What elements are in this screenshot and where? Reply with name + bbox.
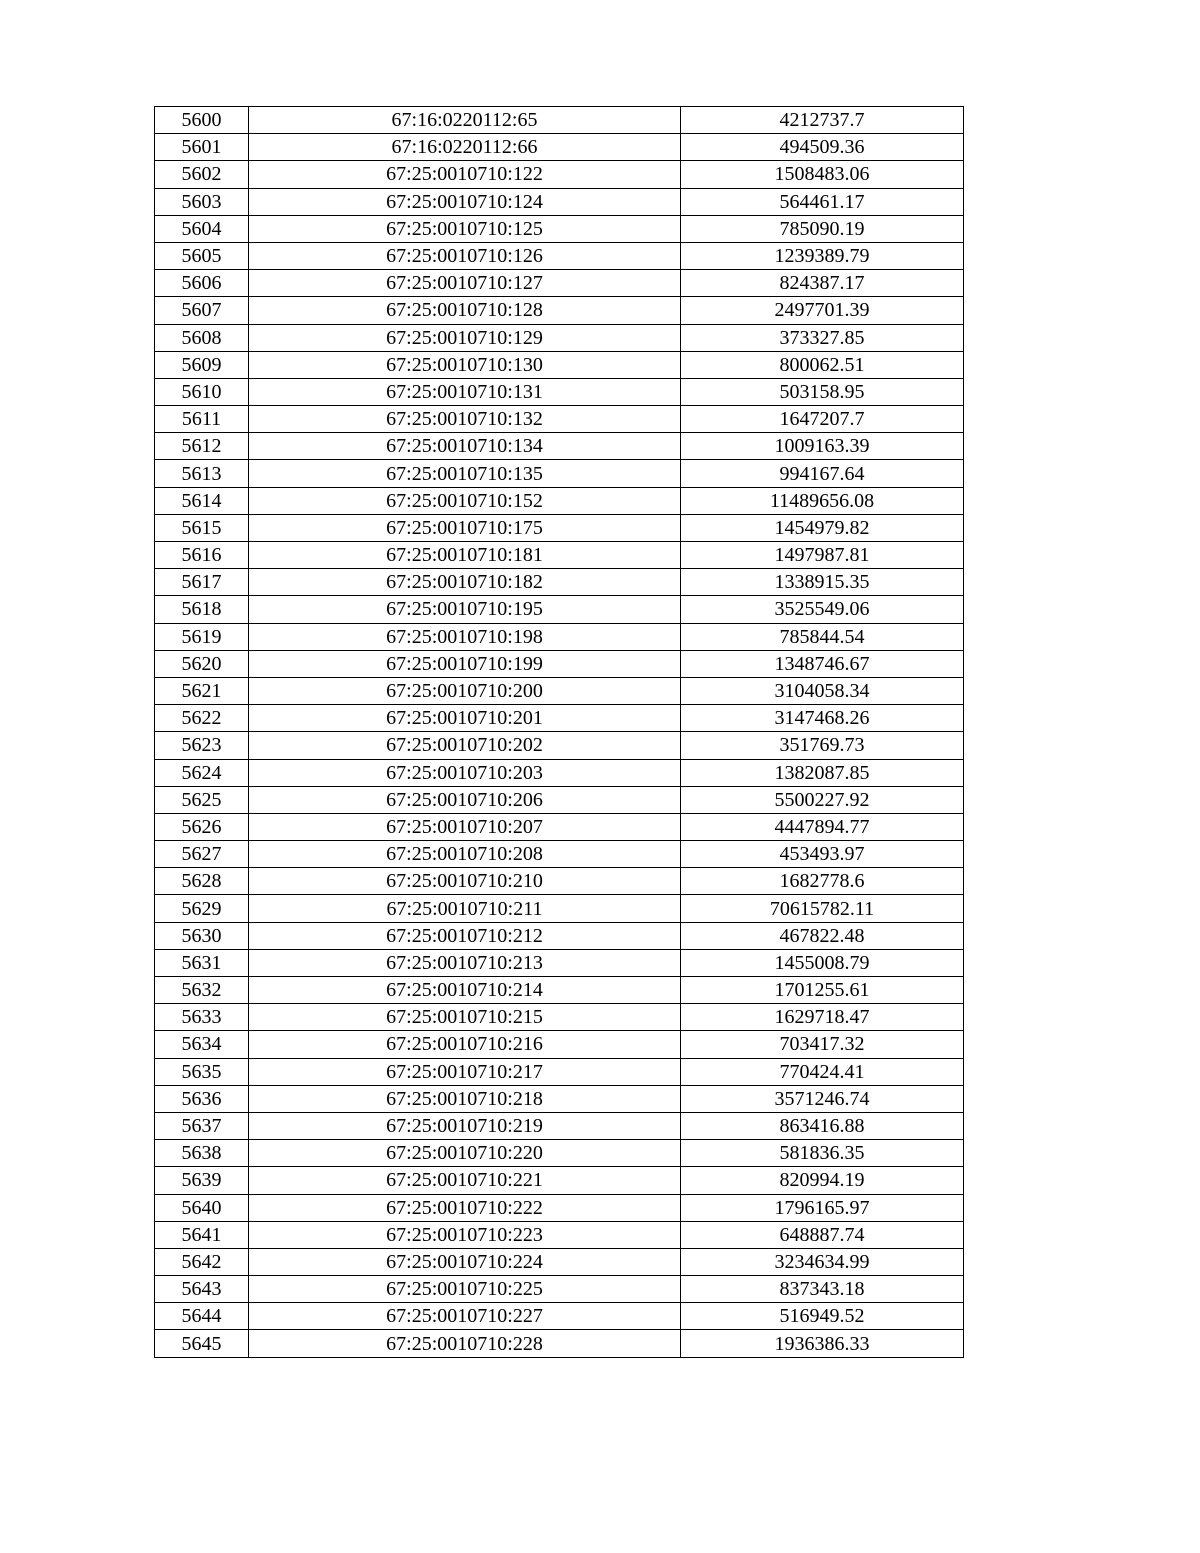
cadastral-value-cell: 4212737.7 <box>681 107 964 134</box>
cadastral-number-cell: 67:25:0010710:213 <box>249 949 681 976</box>
table-row <box>155 922 964 949</box>
table-row <box>155 596 964 623</box>
cadastral-value-cell: 1239389.79 <box>681 242 964 269</box>
row-number-cell: 5628 <box>155 868 249 895</box>
cadastral-number-cell: 67:25:0010710:131 <box>249 378 681 405</box>
table-row <box>155 759 964 786</box>
cadastral-number-cell: 67:25:0010710:199 <box>249 650 681 677</box>
table-row <box>155 378 964 405</box>
cadastral-value-cell: 1629718.47 <box>681 1004 964 1031</box>
cadastral-number-cell: 67:25:0010710:128 <box>249 297 681 324</box>
row-number-cell: 5622 <box>155 705 249 732</box>
row-number-cell: 5630 <box>155 922 249 949</box>
table-row <box>155 1167 964 1194</box>
table-row <box>155 623 964 650</box>
cadastral-number-cell: 67:25:0010710:201 <box>249 705 681 732</box>
cadastral-value-cell: 564461.17 <box>681 188 964 215</box>
cadastral-number-cell: 67:25:0010710:212 <box>249 922 681 949</box>
cadastral-number-cell: 67:25:0010710:221 <box>249 1167 681 1194</box>
cadastral-value-cell: 503158.95 <box>681 378 964 405</box>
table-row <box>155 297 964 324</box>
table-row <box>155 732 964 759</box>
row-number-cell: 5615 <box>155 514 249 541</box>
table-row <box>155 487 964 514</box>
table-row <box>155 215 964 242</box>
cadastral-value-cell: 1508483.06 <box>681 161 964 188</box>
cadastral-value-cell: 785090.19 <box>681 215 964 242</box>
cadastral-value-cell: 581836.35 <box>681 1140 964 1167</box>
cadastral-value-cell: 5500227.92 <box>681 786 964 813</box>
cadastral-number-cell: 67:25:0010710:125 <box>249 215 681 242</box>
table-row <box>155 569 964 596</box>
cadastral-number-cell: 67:25:0010710:228 <box>249 1330 681 1357</box>
cadastral-number-cell: 67:25:0010710:181 <box>249 542 681 569</box>
cadastral-value-cell: 824387.17 <box>681 270 964 297</box>
table-row <box>155 1248 964 1275</box>
cadastral-number-cell: 67:25:0010710:127 <box>249 270 681 297</box>
cadastral-value-cell: 2497701.39 <box>681 297 964 324</box>
cadastral-value-cell: 1497987.81 <box>681 542 964 569</box>
row-number-cell: 5632 <box>155 977 249 1004</box>
row-number-cell: 5621 <box>155 677 249 704</box>
cadastral-number-cell: 67:25:0010710:217 <box>249 1058 681 1085</box>
cadastral-value-cell: 70615782.11 <box>681 895 964 922</box>
row-number-cell: 5603 <box>155 188 249 215</box>
table-row <box>155 270 964 297</box>
table-row <box>155 895 964 922</box>
row-number-cell: 5633 <box>155 1004 249 1031</box>
row-number-cell: 5611 <box>155 406 249 433</box>
table-row <box>155 868 964 895</box>
row-number-cell: 5604 <box>155 215 249 242</box>
cadastral-number-cell: 67:25:0010710:126 <box>249 242 681 269</box>
table-row <box>155 1085 964 1112</box>
table-row <box>155 1112 964 1139</box>
cadastral-number-cell: 67:25:0010710:215 <box>249 1004 681 1031</box>
table-row <box>155 949 964 976</box>
row-number-cell: 5634 <box>155 1031 249 1058</box>
cadastral-value-cell: 1647207.7 <box>681 406 964 433</box>
table-row <box>155 406 964 433</box>
table-row <box>155 813 964 840</box>
cadastral-number-cell: 67:25:0010710:222 <box>249 1194 681 1221</box>
table-row <box>155 650 964 677</box>
cadastral-value-cell: 648887.74 <box>681 1221 964 1248</box>
cadastral-number-cell: 67:25:0010710:152 <box>249 487 681 514</box>
cadastral-value-cell: 516949.52 <box>681 1303 964 1330</box>
cadastral-value-cell: 1455008.79 <box>681 949 964 976</box>
row-number-cell: 5614 <box>155 487 249 514</box>
table-row <box>155 134 964 161</box>
row-number-cell: 5641 <box>155 1221 249 1248</box>
cadastral-value-cell: 373327.85 <box>681 324 964 351</box>
cadastral-number-cell: 67:25:0010710:132 <box>249 406 681 433</box>
row-number-cell: 5625 <box>155 786 249 813</box>
row-number-cell: 5620 <box>155 650 249 677</box>
cadastral-number-cell: 67:25:0010710:214 <box>249 977 681 1004</box>
cadastral-value-cell: 994167.64 <box>681 460 964 487</box>
table-row <box>155 677 964 704</box>
row-number-cell: 5602 <box>155 161 249 188</box>
row-number-cell: 5631 <box>155 949 249 976</box>
cadastral-value-cell: 1682778.6 <box>681 868 964 895</box>
table-row <box>155 433 964 460</box>
cadastral-value-cell: 453493.97 <box>681 841 964 868</box>
cadastral-number-cell: 67:25:0010710:134 <box>249 433 681 460</box>
cadastral-number-cell: 67:25:0010710:175 <box>249 514 681 541</box>
row-number-cell: 5635 <box>155 1058 249 1085</box>
cadastral-value-cell: 3571246.74 <box>681 1085 964 1112</box>
cadastral-value-cell: 785844.54 <box>681 623 964 650</box>
row-number-cell: 5619 <box>155 623 249 650</box>
cadastral-number-cell: 67:25:0010710:130 <box>249 351 681 378</box>
row-number-cell: 5626 <box>155 813 249 840</box>
row-number-cell: 5601 <box>155 134 249 161</box>
cadastral-number-cell: 67:25:0010710:223 <box>249 1221 681 1248</box>
table-row <box>155 786 964 813</box>
cadastral-number-cell: 67:16:0220112:65 <box>249 107 681 134</box>
cadastral-value-cell: 1454979.82 <box>681 514 964 541</box>
cadastral-number-cell: 67:25:0010710:219 <box>249 1112 681 1139</box>
cadastral-value-cell: 4447894.77 <box>681 813 964 840</box>
row-number-cell: 5613 <box>155 460 249 487</box>
table-row <box>155 705 964 732</box>
row-number-cell: 5639 <box>155 1167 249 1194</box>
table-row <box>155 1330 964 1357</box>
cadastral-value-cell: 11489656.08 <box>681 487 964 514</box>
row-number-cell: 5608 <box>155 324 249 351</box>
cadastral-number-cell: 67:25:0010710:182 <box>249 569 681 596</box>
cadastral-value-cell: 837343.18 <box>681 1276 964 1303</box>
cadastral-number-cell: 67:25:0010710:220 <box>249 1140 681 1167</box>
row-number-cell: 5607 <box>155 297 249 324</box>
cadastral-value-cell: 3525549.06 <box>681 596 964 623</box>
row-number-cell: 5627 <box>155 841 249 868</box>
table-row <box>155 1140 964 1167</box>
cadastral-number-cell: 67:25:0010710:227 <box>249 1303 681 1330</box>
cadastral-value-cell: 467822.48 <box>681 922 964 949</box>
table-row <box>155 242 964 269</box>
table-row <box>155 977 964 1004</box>
cadastral-value-cell: 703417.32 <box>681 1031 964 1058</box>
cadastral-value-cell: 863416.88 <box>681 1112 964 1139</box>
cadastral-number-cell: 67:25:0010710:218 <box>249 1085 681 1112</box>
row-number-cell: 5605 <box>155 242 249 269</box>
row-number-cell: 5610 <box>155 378 249 405</box>
cadastral-number-cell: 67:25:0010710:200 <box>249 677 681 704</box>
cadastral-number-cell: 67:25:0010710:211 <box>249 895 681 922</box>
cadastral-number-cell: 67:25:0010710:129 <box>249 324 681 351</box>
table-row <box>155 542 964 569</box>
table-row <box>155 1276 964 1303</box>
cadastral-number-cell: 67:25:0010710:225 <box>249 1276 681 1303</box>
table-row <box>155 351 964 378</box>
row-number-cell: 5645 <box>155 1330 249 1357</box>
row-number-cell: 5606 <box>155 270 249 297</box>
cadastral-value-cell: 3104058.34 <box>681 677 964 704</box>
row-number-cell: 5642 <box>155 1248 249 1275</box>
row-number-cell: 5600 <box>155 107 249 134</box>
cadastral-value-cell: 800062.51 <box>681 351 964 378</box>
cadastral-value-cell: 1348746.67 <box>681 650 964 677</box>
table-row <box>155 324 964 351</box>
table-row <box>155 1004 964 1031</box>
row-number-cell: 5617 <box>155 569 249 596</box>
cadastral-value-cell: 770424.41 <box>681 1058 964 1085</box>
cadastral-number-cell: 67:25:0010710:203 <box>249 759 681 786</box>
cadastral-value-cell: 820994.19 <box>681 1167 964 1194</box>
table-row <box>155 1303 964 1330</box>
cadastral-value-cell: 1936386.33 <box>681 1330 964 1357</box>
cadastral-value-cell: 1338915.35 <box>681 569 964 596</box>
row-number-cell: 5612 <box>155 433 249 460</box>
table-row <box>155 1194 964 1221</box>
cadastral-value-cell: 1796165.97 <box>681 1194 964 1221</box>
cadastral-number-cell: 67:25:0010710:216 <box>249 1031 681 1058</box>
row-number-cell: 5643 <box>155 1276 249 1303</box>
cadastral-number-cell: 67:25:0010710:224 <box>249 1248 681 1275</box>
table-row <box>155 161 964 188</box>
cadastral-number-cell: 67:25:0010710:195 <box>249 596 681 623</box>
table-row <box>155 1221 964 1248</box>
cadastral-number-cell: 67:25:0010710:122 <box>249 161 681 188</box>
table-row <box>155 514 964 541</box>
row-number-cell: 5640 <box>155 1194 249 1221</box>
row-number-cell: 5637 <box>155 1112 249 1139</box>
cadastral-number-cell: 67:16:0220112:66 <box>249 134 681 161</box>
cadastral-value-cell: 1382087.85 <box>681 759 964 786</box>
row-number-cell: 5609 <box>155 351 249 378</box>
table-row <box>155 1058 964 1085</box>
row-number-cell: 5616 <box>155 542 249 569</box>
row-number-cell: 5636 <box>155 1085 249 1112</box>
row-number-cell: 5624 <box>155 759 249 786</box>
cadastral-number-cell: 67:25:0010710:210 <box>249 868 681 895</box>
table-row <box>155 188 964 215</box>
cadastral-number-cell: 67:25:0010710:202 <box>249 732 681 759</box>
table-row <box>155 460 964 487</box>
cadastral-value-cell: 1009163.39 <box>681 433 964 460</box>
cadastral-value-cell: 494509.36 <box>681 134 964 161</box>
cadastral-number-cell: 67:25:0010710:198 <box>249 623 681 650</box>
table-body <box>155 107 964 1358</box>
row-number-cell: 5644 <box>155 1303 249 1330</box>
cadastral-number-cell: 67:25:0010710:208 <box>249 841 681 868</box>
cadastral-number-cell: 67:25:0010710:207 <box>249 813 681 840</box>
row-number-cell: 5629 <box>155 895 249 922</box>
row-number-cell: 5623 <box>155 732 249 759</box>
cadastral-number-cell: 67:25:0010710:206 <box>249 786 681 813</box>
cadastral-value-cell: 3147468.26 <box>681 705 964 732</box>
cadastre-value-table <box>154 106 964 1358</box>
row-number-cell: 5638 <box>155 1140 249 1167</box>
cadastral-value-cell: 351769.73 <box>681 732 964 759</box>
row-number-cell: 5618 <box>155 596 249 623</box>
cadastral-value-cell: 1701255.61 <box>681 977 964 1004</box>
table-row <box>155 841 964 868</box>
cadastral-value-cell: 3234634.99 <box>681 1248 964 1275</box>
cadastral-number-cell: 67:25:0010710:135 <box>249 460 681 487</box>
table-row <box>155 107 964 134</box>
cadastral-number-cell: 67:25:0010710:124 <box>249 188 681 215</box>
table-row <box>155 1031 964 1058</box>
